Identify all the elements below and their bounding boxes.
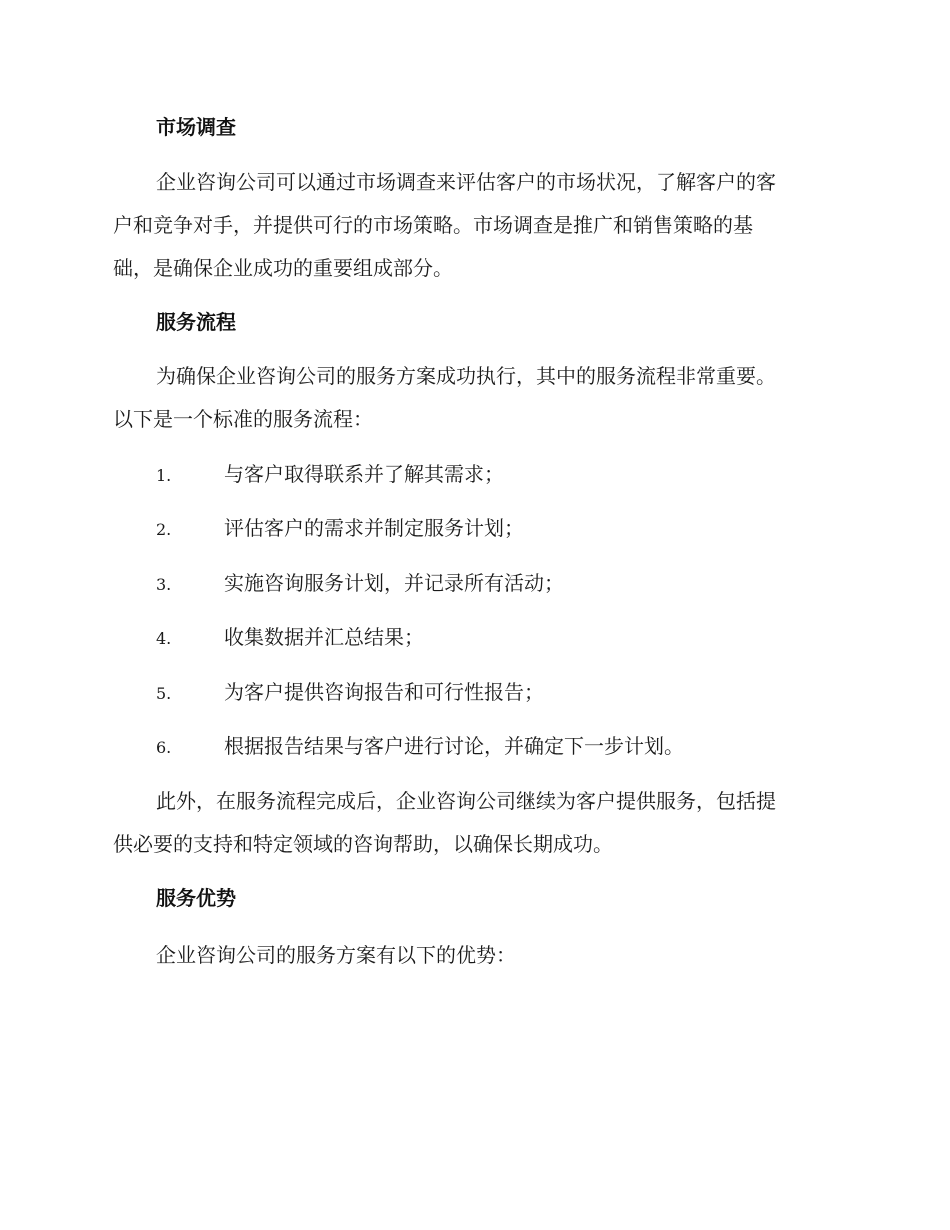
section-heading-advantages: 服务优势 [156, 886, 236, 910]
list-number: 2. [156, 520, 172, 539]
market-paragraph [113, 161, 833, 290]
list-number: 5. [156, 684, 172, 703]
list-item [156, 569, 564, 599]
paragraph-line: 础，是确保企业成功的重要组成部分。 [113, 256, 453, 280]
process-after-paragraph [113, 780, 833, 866]
list-item [156, 514, 524, 544]
list-text: 为客户提供咨询报告和可行性报告； [224, 680, 544, 704]
list-number: 6. [156, 738, 172, 757]
section-heading-market: 市场调查 [156, 115, 236, 139]
section-heading-process: 服务流程 [156, 310, 236, 334]
list-item [156, 623, 424, 653]
list-text: 评估客户的需求并制定服务计划； [224, 516, 524, 540]
list-text: 根据报告结果与客户进行讨论，并确定下一步计划。 [224, 734, 684, 758]
process-intro-paragraph [113, 355, 833, 441]
list-item [156, 678, 544, 708]
list-text: 与客户取得联系并了解其需求； [224, 462, 504, 486]
paragraph-line: 供必要的支持和特定领域的咨询帮助，以确保长期成功。 [113, 832, 613, 856]
paragraph-line: 为确保企业咨询公司的服务方案成功执行，其中的服务流程非常重要。 [156, 364, 776, 388]
list-number: 4. [156, 629, 172, 648]
advantages-intro-paragraph [113, 934, 833, 977]
paragraph-line: 企业咨询公司可以通过市场调查来评估客户的市场状况，了解客户的客 [156, 170, 776, 194]
list-item [156, 460, 504, 490]
list-item [156, 732, 684, 762]
paragraph-line: 企业咨询公司的服务方案有以下的优势： [156, 943, 516, 967]
list-number: 3. [156, 575, 172, 594]
paragraph-line: 此外，在服务流程完成后，企业咨询公司继续为客户提供服务，包括提 [156, 789, 776, 813]
list-text: 收集数据并汇总结果； [224, 625, 424, 649]
list-number: 1. [156, 466, 172, 485]
paragraph-line: 以下是一个标准的服务流程： [113, 407, 373, 431]
list-text: 实施咨询服务计划，并记录所有活动； [224, 571, 564, 595]
paragraph-line: 户和竞争对手，并提供可行的市场策略。市场调查是推广和销售策略的基 [113, 213, 753, 237]
